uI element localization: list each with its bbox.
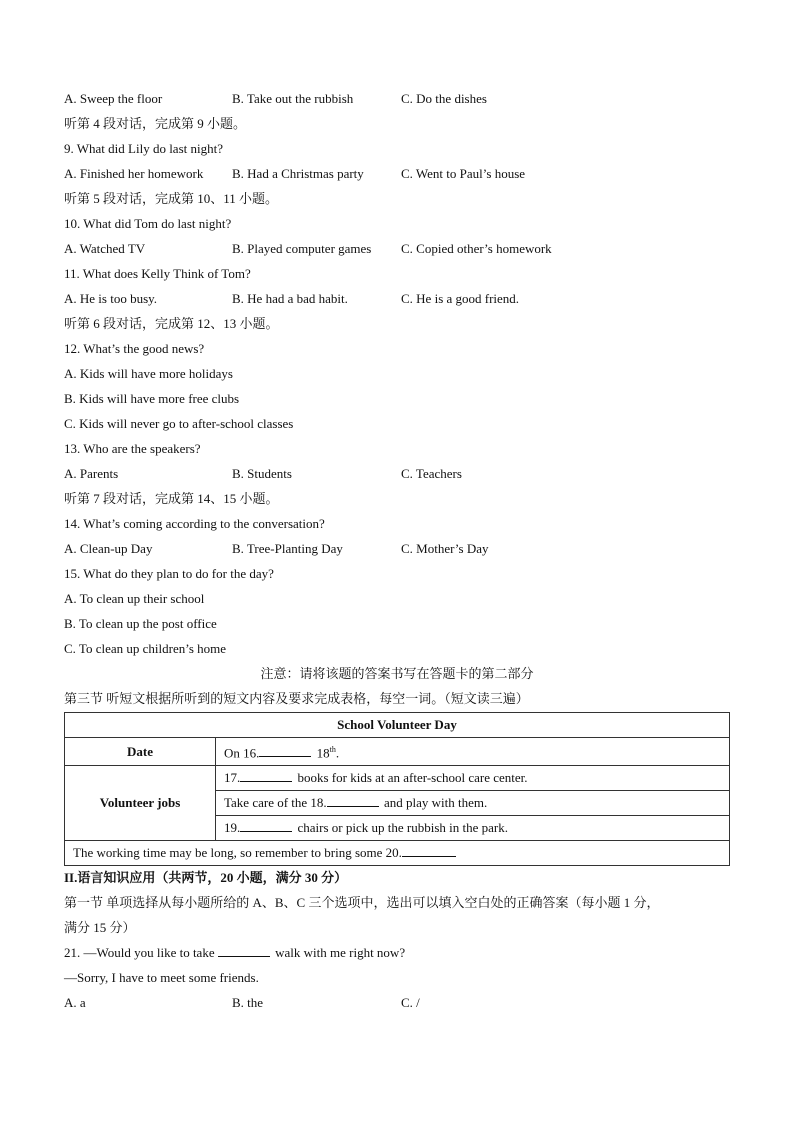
q8-option-a[interactable]: A. Sweep the floor <box>64 91 163 106</box>
blank-21[interactable] <box>218 942 270 957</box>
q12-option-c[interactable]: C. Kids will never go to after-school classes <box>64 416 294 431</box>
date-cell <box>216 738 730 766</box>
q21-suffix: walk with me right now? <box>271 945 406 960</box>
q9-option-c[interactable]: C. Went to Paul’s house <box>401 166 526 181</box>
q11-question: 11. What does Kelly Think of Tom? <box>64 266 251 281</box>
blank-19[interactable] <box>240 817 292 832</box>
blank-20[interactable] <box>402 842 456 857</box>
table-title: School Volunteer Day <box>65 713 730 738</box>
q21-option-c[interactable]: C. / <box>401 995 420 1010</box>
footer-text: The working time may be long, so remember to bring some 20. <box>73 845 402 861</box>
volunteer-day-table <box>64 712 730 866</box>
q13-options <box>64 461 734 486</box>
q12-question: 12. What’s the good news? <box>64 341 205 356</box>
footer-cell <box>65 841 730 866</box>
q21-options <box>64 990 734 1015</box>
job3-number: 19. <box>224 820 241 836</box>
q21-option-a[interactable]: A. a <box>64 995 86 1010</box>
job1-cell <box>216 766 730 791</box>
table-row <box>65 766 730 791</box>
q11-option-b[interactable]: B. He had a bad habit. <box>232 291 348 306</box>
q13-option-b[interactable]: B. Students <box>232 466 292 481</box>
q15-question: 15. What do they plan to do for the day? <box>64 566 274 581</box>
blank-17[interactable] <box>240 767 292 782</box>
blank-16[interactable] <box>259 742 311 757</box>
q15-option-b[interactable]: B. To clean up the post office <box>64 616 217 631</box>
q8-option-b[interactable]: B. Take out the rubbish <box>232 91 354 106</box>
q8-options <box>64 86 734 111</box>
job2-cell <box>216 791 730 816</box>
part2-section1-line1: 第一节 单项选择从每小题所给的 A、B、C 三个选项中，选出可以填入空白处的正确答案（每小题 1 分， <box>64 895 660 910</box>
job2-text: and play with them. <box>380 795 488 811</box>
q12-option-b[interactable]: B. Kids will have more free clubs <box>64 391 240 406</box>
q11-option-a[interactable]: A. He is too busy. <box>64 291 158 306</box>
section4-instruction: 听第 4 段对话，完成第 9 小题。 <box>64 116 247 131</box>
q10-option-b[interactable]: B. Played computer games <box>232 241 372 256</box>
section6-instruction: 听第 6 段对话，完成第 12、13 小题。 <box>64 316 279 331</box>
q14-options <box>64 536 734 561</box>
blank-18[interactable] <box>327 792 379 807</box>
q14-option-a[interactable]: A. Clean-up Day <box>64 541 153 556</box>
q15-option-a[interactable]: A. To clean up their school <box>64 591 205 606</box>
part3-instruction: 第三节 听短文根据所听到的短文内容及要求完成表格，每空一词。（短文读三遍） <box>64 691 529 706</box>
date-suffix: 18 <box>313 745 330 761</box>
q9-option-b[interactable]: B. Had a Christmas party <box>232 166 364 181</box>
q21-question-line2: —Sorry, I have to meet some friends. <box>64 970 259 985</box>
q8-option-c[interactable]: C. Do the dishes <box>401 91 487 106</box>
q21-question-line1 <box>64 940 734 965</box>
q21-prefix: 21. —Would you like to take <box>64 945 215 960</box>
part2-section1-line2: 满分 15 分） <box>64 920 136 935</box>
part2-heading: II.语言知识应用（共两节，20 小题，满分 30 分） <box>64 870 348 885</box>
date-label: Date <box>65 738 216 766</box>
q10-option-c[interactable]: C. Copied other’s homework <box>401 241 552 256</box>
job3-cell <box>216 816 730 841</box>
date-ordinal: th <box>329 745 336 754</box>
q14-option-c[interactable]: C. Mother’s Day <box>401 541 489 556</box>
q14-option-b[interactable]: B. Tree-Planting Day <box>232 541 343 556</box>
q14-question: 14. What’s coming according to the conversation? <box>64 516 325 531</box>
q10-question: 10. What did Tom do last night? <box>64 216 232 231</box>
q9-question: 9. What did Lily do last night? <box>64 141 223 156</box>
answer-notice: 注意：请将该题的答案书写在答题卡的第二部分 <box>260 666 534 681</box>
section5-instruction: 听第 5 段对话，完成第 10、11 小题。 <box>64 191 279 206</box>
job3-text: chairs or pick up the rubbish in the park. <box>294 820 508 836</box>
q13-option-c[interactable]: C. Teachers <box>401 466 462 481</box>
date-end: . <box>335 745 340 761</box>
date-prefix: On 16. <box>224 745 260 761</box>
q15-option-c[interactable]: C. To clean up children’s home <box>64 641 227 656</box>
q9-options <box>64 161 734 186</box>
q21-option-b[interactable]: B. the <box>232 995 264 1010</box>
volunteer-jobs-label: Volunteer jobs <box>65 766 216 841</box>
q11-option-c[interactable]: C. He is a good friend. <box>401 291 520 306</box>
q10-option-a[interactable]: A. Watched TV <box>64 241 146 256</box>
job1-number: 17. <box>224 770 241 786</box>
q10-options <box>64 236 734 261</box>
q13-option-a[interactable]: A. Parents <box>64 466 119 481</box>
table-row <box>65 738 730 766</box>
table-row <box>65 713 730 738</box>
table-row <box>65 841 730 866</box>
job1-text: books for kids at an after-school care center. <box>294 770 528 786</box>
job2-prefix: Take care of the 18. <box>224 795 327 811</box>
q11-options <box>64 286 734 311</box>
q13-question: 13. Who are the speakers? <box>64 441 201 456</box>
q12-option-a[interactable]: A. Kids will have more holidays <box>64 366 233 381</box>
q9-option-a[interactable]: A. Finished her homework <box>64 166 204 181</box>
section7-instruction: 听第 7 段对话，完成第 14、15 小题。 <box>64 491 279 506</box>
